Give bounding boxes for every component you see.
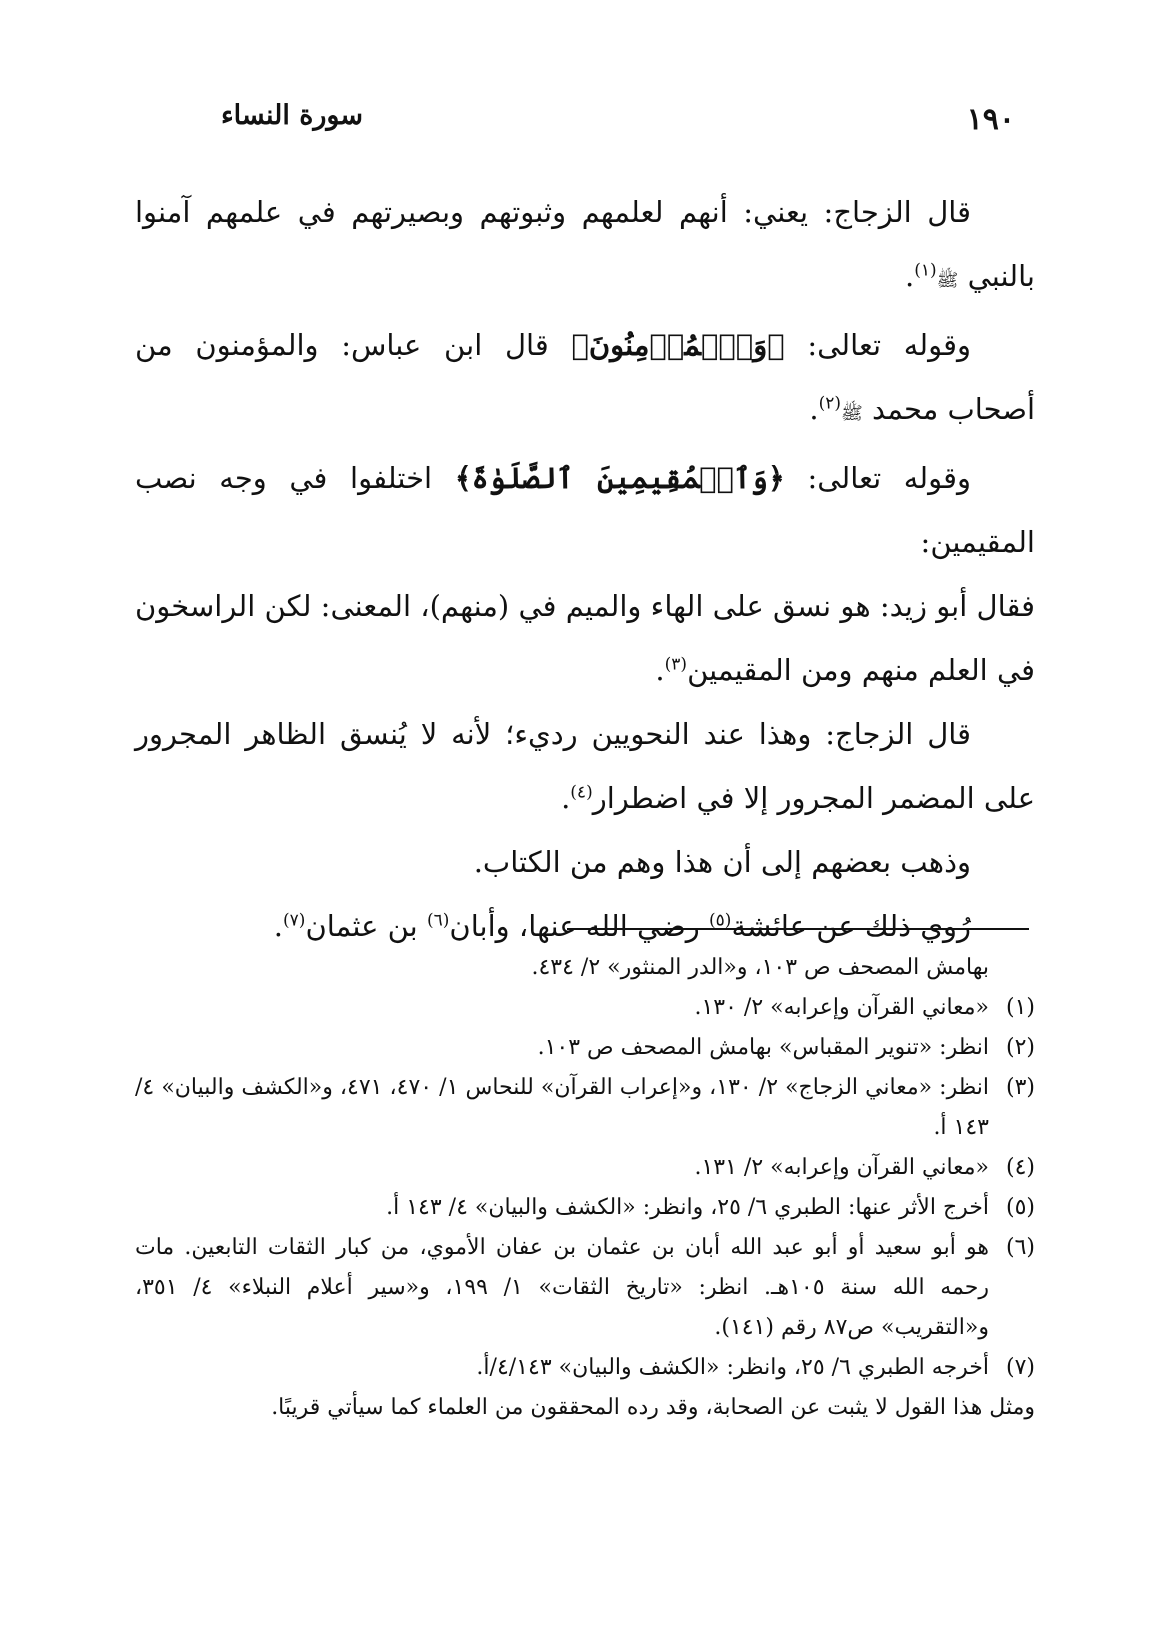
footnote-2 — [135, 1028, 1035, 1068]
footnote-number: (٧) — [1005, 1355, 1035, 1380]
period: . — [809, 392, 819, 426]
footnote-text: أخرج الأثر عنها: الطبري ٦/ ٢٥، وانظر: «الكشف والبيان» ٤/ ١٤٣ أ. — [386, 1195, 989, 1220]
paragraph-zajjaj-2 — [135, 702, 1035, 830]
paragraph-text: رُوي ذلك عن عائشة — [731, 909, 971, 943]
footnotes — [135, 948, 1035, 1428]
footnote-7 — [135, 1348, 1035, 1388]
footnote-number: (٣) — [1005, 1075, 1035, 1100]
footnote-text: أخرجه الطبري ٦/ ٢٥، وانظر: «الكشف والبيان» ٤/١٤٣/أ. — [476, 1355, 989, 1380]
footnote-text: «معاني القرآن وإعرابه» ٢/ ١٣٠. — [694, 995, 989, 1020]
footnote-ref-3: (٣) — [664, 654, 688, 675]
paragraph-text: قال ابن عباس: والمؤمنون من أصحاب محمد — [135, 328, 1035, 426]
footnote-ref-6: (٦) — [426, 910, 450, 931]
paragraph-muqimin — [135, 446, 1035, 574]
paragraph-text: اختلفوا في وجه نصب المقيمين: — [135, 461, 1035, 559]
honorific-symbol: ﷺ — [936, 270, 959, 291]
footnote-divider — [567, 928, 1029, 930]
footnote-text: انظر: «تنوير المقباس» بهامش المصحف ص ١٠٣. — [537, 1035, 989, 1060]
footnote-text: بهامش المصحف ص ١٠٣، و«الدر المنثور» ٢/ ٤٣٤. — [531, 955, 989, 980]
footnote-1 — [135, 988, 1035, 1028]
footnote-ref-1: (١) — [914, 260, 937, 281]
paragraph-abu-zayd — [135, 574, 1035, 702]
footnote-4 — [135, 1148, 1035, 1188]
footnote-number: (٤) — [1005, 1155, 1035, 1180]
page-number: ١٩٠ — [966, 102, 1015, 137]
period: . — [655, 653, 665, 687]
surah-title: سورة النساء — [220, 100, 363, 131]
footnote-text: انظر: «معاني الزجاج» ٢/ ١٣٠، و«إعراب القرآن» للنحاس ١/ ٤٧٠، ٤٧١، و«الكشف والبيان» ٤/ ١٤٣ أ. — [135, 1075, 989, 1140]
paragraph-text: بن عثمان — [305, 909, 427, 943]
quran-verse: ﴿وَٱلۡمُقِيمِينَ ٱلصَّلَوٰةَ﴾ — [454, 461, 785, 495]
footnote-ref-4: (٤) — [570, 782, 593, 803]
footnote-number: (٢) — [1005, 1035, 1035, 1060]
footnote-number: (٦) — [1005, 1235, 1035, 1260]
paragraph-text: وقوله تعالى: — [784, 461, 971, 495]
paragraph-zajjaj-1 — [135, 180, 1035, 313]
footnote-continuation — [135, 948, 1035, 988]
page-header — [0, 100, 1163, 150]
main-text — [135, 180, 1035, 958]
paragraph-scribe-error: وذهب بعضهم إلى أن هذا وهم من الكتاب. — [473, 845, 971, 879]
footnote-text: «معاني القرآن وإعرابه» ٢/ ١٣١. — [694, 1155, 989, 1180]
footnote-ref-7: (٧) — [283, 910, 306, 931]
paragraph-text: قال الزجاج: وهذا عند النحويين رديء؛ لأنه لا يُنسق الظاهر المجرور على المضمر المجرور إلا في اضطرار — [135, 717, 1035, 815]
footnote-5 — [135, 1188, 1035, 1228]
footnote-note: ومثل هذا القول لا يثبت عن الصحابة، وقد رده المحققون من العلماء كما سيأتي قريبًا. — [271, 1395, 1035, 1420]
honorific-symbol: ﷺ — [841, 403, 863, 424]
footnote-3 — [135, 1068, 1035, 1148]
footnote-text: هو أبو سعيد أو أبو عبد الله أبان بن عثمان بن عفان الأموي، من كبار الثقات التابعين. مات رحمه الله سنة ١٠٥هـ. انظر: «تاريخ الثقات» ١/ ١٩٩، و«سير أعلام النبلاء» ٤/ ٣٥١، و«التقريب» ص٨٧ رقم (١٤١). — [135, 1235, 990, 1340]
period: . — [904, 259, 915, 293]
footnote-ref-2: (٢) — [818, 393, 842, 414]
paragraph-text: فقال أبو زيد: هو نسق على الهاء والميم في (منهم)، المعنى: لكن الراسخون في العلم منهم ومن المقيمين — [135, 589, 1035, 687]
footnote-6 — [135, 1228, 1035, 1348]
footnote-number: (٥) — [1005, 1195, 1035, 1220]
quran-verse: ﴿وَٱلۡمُؤۡمِنُونَ﴾ — [571, 328, 785, 362]
paragraph-text: وقوله تعالى: — [784, 328, 971, 362]
footnote-number: (١) — [1005, 995, 1035, 1020]
paragraph-text: قال الزجاج: يعني: أنهم لعلمهم وثبوتهم وبصيرتهم في علمهم آمنوا بالنبي — [135, 195, 1035, 293]
footnote-ref-5: (٥) — [709, 910, 732, 931]
period: . — [561, 781, 571, 815]
paragraph-muminun — [135, 313, 1035, 446]
paragraph-text: رضي الله عنها، وأبان — [449, 909, 710, 943]
period: . — [273, 909, 284, 943]
